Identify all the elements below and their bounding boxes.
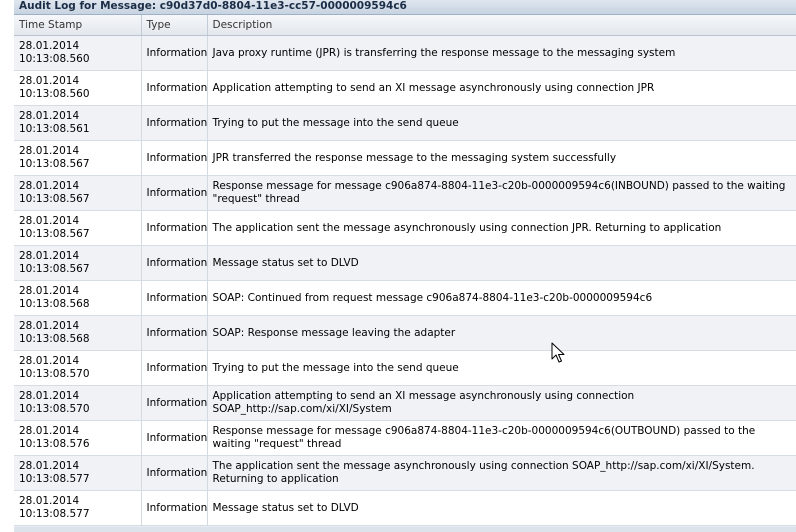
timestamp-time: 10:13:08.570: [19, 368, 90, 380]
table-row[interactable]: [14, 141, 796, 176]
timestamp-cell: [14, 246, 141, 281]
table-row[interactable]: [14, 36, 796, 71]
table-row[interactable]: [14, 491, 796, 526]
type-cell: Information: [141, 421, 207, 456]
timestamp-date: 28.01.2014: [19, 40, 80, 52]
description-cell: Java proxy runtime (JPR) is transferring the response message to the messaging system: [207, 36, 796, 71]
table-row[interactable]: [14, 176, 796, 211]
timestamp-date: 28.01.2014: [19, 495, 80, 507]
type-cell: Information: [141, 351, 207, 386]
audit-log-table: [14, 15, 796, 526]
timestamp-date: 28.01.2014: [19, 145, 80, 157]
description-cell: Trying to put the message into the send queue: [207, 351, 796, 386]
timestamp-time: 10:13:08.560: [19, 53, 90, 65]
description-cell: Message status set to DLVD: [207, 246, 796, 281]
table-row[interactable]: [14, 71, 796, 106]
timestamp-date: 28.01.2014: [19, 285, 80, 297]
timestamp-date: 28.01.2014: [19, 460, 80, 472]
timestamp-date: 28.01.2014: [19, 250, 80, 262]
table-row[interactable]: [14, 456, 796, 491]
table-row[interactable]: [14, 316, 796, 351]
type-cell: Information: [141, 491, 207, 526]
type-cell: Information: [141, 386, 207, 421]
timestamp-time: 10:13:08.568: [19, 298, 90, 310]
description-cell: The application sent the message asynchronously using connection JPR. Returning to application: [207, 211, 796, 246]
timestamp-cell: [14, 456, 141, 491]
timestamp-cell: [14, 281, 141, 316]
table-body: [14, 36, 796, 526]
table-row[interactable]: [14, 211, 796, 246]
table-footer: [14, 527, 796, 532]
type-cell: Information: [141, 211, 207, 246]
description-cell: Application attempting to send an XI message asynchronously using connection SOAP_http://sap.com/xi/XI/System: [207, 386, 796, 421]
timestamp-cell: [14, 176, 141, 211]
timestamp-cell: [14, 386, 141, 421]
audit-log-panel: [14, 0, 796, 532]
table-row[interactable]: [14, 106, 796, 141]
type-cell: Information: [141, 106, 207, 141]
timestamp-date: 28.01.2014: [19, 75, 80, 87]
description-cell: JPR transferred the response message to the messaging system successfully: [207, 141, 796, 176]
timestamp-date: 28.01.2014: [19, 425, 80, 437]
type-cell: Information: [141, 456, 207, 491]
timestamp-time: 10:13:08.560: [19, 88, 90, 100]
timestamp-cell: [14, 211, 141, 246]
timestamp-time: 10:13:08.577: [19, 473, 90, 485]
type-cell: Information: [141, 281, 207, 316]
description-cell: SOAP: Response message leaving the adapter: [207, 316, 796, 351]
column-header-timestamp[interactable]: Time Stamp: [14, 15, 141, 36]
description-cell: Application attempting to send an XI message asynchronously using connection JPR: [207, 71, 796, 106]
timestamp-cell: [14, 141, 141, 176]
timestamp-time: 10:13:08.567: [19, 263, 90, 275]
timestamp-date: 28.01.2014: [19, 355, 80, 367]
table-header-row: [14, 15, 796, 36]
table-row[interactable]: [14, 386, 796, 421]
timestamp-date: 28.01.2014: [19, 215, 80, 227]
type-cell: Information: [141, 71, 207, 106]
timestamp-time: 10:13:08.568: [19, 333, 90, 345]
type-cell: Information: [141, 141, 207, 176]
table-row[interactable]: [14, 281, 796, 316]
timestamp-time: 10:13:08.561: [19, 123, 90, 135]
column-header-type[interactable]: Type: [141, 15, 207, 36]
table-row[interactable]: [14, 351, 796, 386]
timestamp-cell: [14, 491, 141, 526]
timestamp-cell: [14, 36, 141, 71]
panel-title: Audit Log for Message: c90d37d0-8804-11e3-cc57-0000009594c6: [14, 0, 796, 15]
timestamp-time: 10:13:08.567: [19, 193, 90, 205]
timestamp-date: 28.01.2014: [19, 320, 80, 332]
timestamp-cell: [14, 316, 141, 351]
timestamp-date: 28.01.2014: [19, 110, 80, 122]
timestamp-cell: [14, 71, 141, 106]
timestamp-time: 10:13:08.567: [19, 228, 90, 240]
description-cell: Response message for message c906a874-8804-11e3-c20b-0000009594c6(INBOUND) passed to the waiting "request" thread: [207, 176, 796, 211]
timestamp-time: 10:13:08.576: [19, 438, 90, 450]
type-cell: Information: [141, 316, 207, 351]
type-cell: Information: [141, 176, 207, 211]
type-cell: Information: [141, 36, 207, 71]
description-cell: Trying to put the message into the send queue: [207, 106, 796, 141]
description-cell: SOAP: Continued from request message c906a874-8804-11e3-c20b-0000009594c6: [207, 281, 796, 316]
timestamp-date: 28.01.2014: [19, 180, 80, 192]
description-cell: The application sent the message asynchronously using connection SOAP_http://sap.com/xi/XI/System. Returning to application: [207, 456, 796, 491]
column-header-description[interactable]: Description: [207, 15, 796, 36]
description-cell: Response message for message c906a874-8804-11e3-c20b-0000009594c6(OUTBOUND) passed to the waiting "request" thread: [207, 421, 796, 456]
type-cell: Information: [141, 246, 207, 281]
timestamp-cell: [14, 351, 141, 386]
description-cell: Message status set to DLVD: [207, 491, 796, 526]
timestamp-cell: [14, 106, 141, 141]
timestamp-cell: [14, 421, 141, 456]
timestamp-time: 10:13:08.577: [19, 508, 90, 520]
table-row[interactable]: [14, 246, 796, 281]
table-row[interactable]: [14, 421, 796, 456]
timestamp-date: 28.01.2014: [19, 390, 80, 402]
mouse-pointer-icon: [551, 342, 565, 364]
timestamp-time: 10:13:08.567: [19, 158, 90, 170]
timestamp-time: 10:13:08.570: [19, 403, 90, 415]
